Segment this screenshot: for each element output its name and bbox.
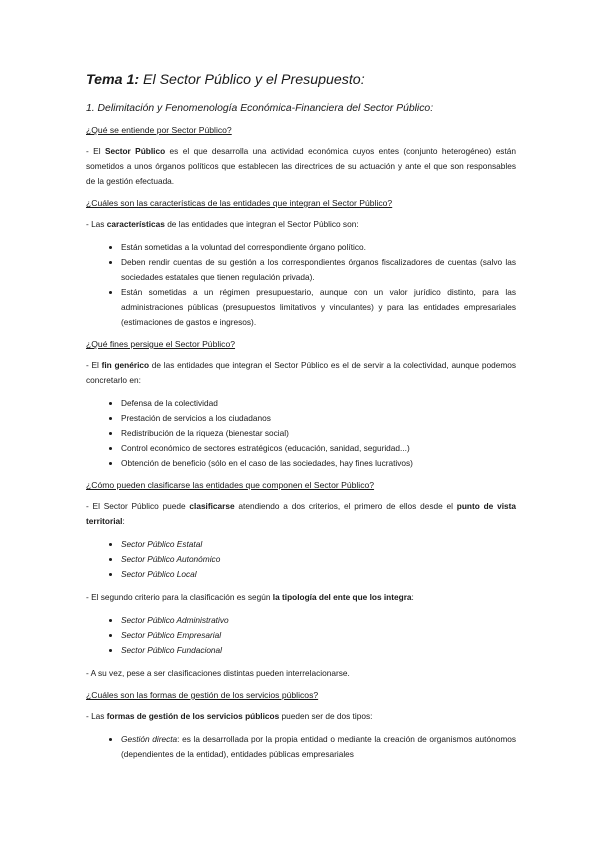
list-item: • Sector Público Autonómico — [121, 552, 516, 567]
list-item: • Están sometidas a la voluntad del correspondiente órgano político. — [121, 240, 516, 255]
question-heading: ¿Cómo pueden clasificarse las entidades que componen el Sector Público? — [86, 480, 375, 490]
list-item: • Gestión directa: es la desarrollada por la propia entidad o mediante la creación de organismos autónomos (dependientes de la entidad), entidades públicas empresariales — [121, 732, 516, 762]
paragraph: - A su vez, pese a ser clasificaciones distintas pueden interrelacionarse. — [86, 668, 350, 678]
list-item: • Control económico de sectores estratégicos (educación, sanidad, seguridad...) — [121, 441, 516, 456]
bullet-list — [86, 240, 516, 330]
list-item: • Sector Público Estatal — [121, 537, 516, 552]
question-heading: ¿Qué se entiende por Sector Público? — [86, 125, 232, 135]
question-heading: ¿Cuáles son las formas de gestión de los servicios públicos? — [86, 690, 319, 700]
paragraph: - El fin genérico de las entidades que integran el Sector Público es el de servir a la colectividad, aunque podemos concretarlo en: — [86, 360, 516, 385]
list-item: • Prestación de servicios a los ciudadanos — [121, 411, 516, 426]
paragraph: - Las formas de gestión de los servicios públicos pueden ser de dos tipos: — [86, 711, 373, 721]
list-item: • Sector Público Administrativo — [121, 613, 516, 628]
list-item: • Defensa de la colectividad — [121, 396, 516, 411]
bullet-list — [86, 613, 516, 658]
section-heading: 1. Delimitación y Fenomenología Económica-Financiera del Sector Público: — [86, 103, 434, 114]
list-item: • Obtención de beneficio (sólo en el caso de las sociedades, hay fines lucrativos) — [121, 456, 516, 471]
title-text: El Sector Público y el Presupuesto: — [139, 72, 365, 88]
question-heading: ¿Cuáles son las características de las entidades que integran el Sector Público? — [86, 198, 393, 208]
paragraph: - Las características de las entidades que integran el Sector Público son: — [86, 219, 359, 229]
bullet-list — [86, 396, 516, 471]
list-item: • Redistribución de la riqueza (bienestar social) — [121, 426, 516, 441]
bullet-list — [86, 732, 516, 762]
list-item: • Deben rendir cuentas de su gestión a los correspondientes órganos fiscalizadores de cuentas (salvo las sociedades estatales que tienen regulación privada). — [121, 255, 516, 285]
page-title — [86, 71, 516, 89]
bullet-list — [86, 537, 516, 582]
question-heading: ¿Qué fines persigue el Sector Público? — [86, 339, 236, 349]
paragraph: - El Sector Público es el que desarrolla una actividad económica cuyos entes (conjunto heterogéneo) están sometidos a unos órganos políticos que establecen las directrices de su actuación y ante el que son responsables de la gestión efectuada. — [86, 146, 516, 186]
list-item: • Están sometidas a un régimen presupuestario, aunque con un valor jurídico distinto, para las administraciones públicas (presupuestos limitativos y vinculantes) y para las entidades empresariales (estimaciones de gastos e ingresos). — [121, 285, 516, 330]
paragraph: - El segundo criterio para la clasificación es según la tipología del ente que los integra: — [86, 592, 414, 602]
list-item: • Sector Público Empresarial — [121, 628, 516, 643]
list-item: • Sector Público Local — [121, 567, 516, 582]
list-item: • Sector Público Fundacional — [121, 643, 516, 658]
title-label: Tema 1: — [86, 72, 140, 88]
document-body — [86, 71, 516, 770]
paragraph: - El Sector Público puede clasificarse atendiendo a dos criterios, el primero de ellos desde el punto de vista territorial: — [86, 501, 516, 526]
